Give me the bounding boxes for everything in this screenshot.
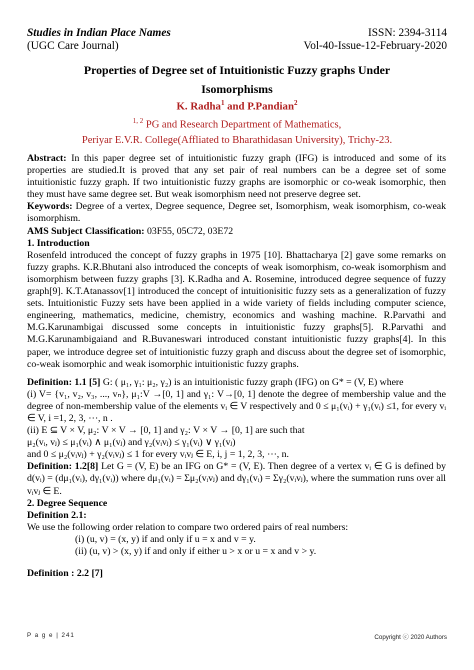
def-1-1-item-ii-a: μ₂(vᵢ, vⱼ) ≤ μ₁(vᵢ) ∧ μ₁(vⱼ) and γ₂(vᵢvⱼ) ≤ γ₁(vᵢ) ∨ γ₁(vⱼ) (27, 437, 236, 449)
affiliation-2: Periyar E.V.R. College(Affliated to Bharathidasan University), Trichy-23. (81, 135, 393, 146)
def-2-2-label: Definition : 2.2 [7] (27, 568, 103, 580)
keywords-label: Keywords: (27, 201, 73, 213)
section-2-heading: 2. Degree Sequence (27, 497, 108, 509)
abstract (27, 153, 446, 201)
def-2-1-item-ii: (ii) (u, v) > (x, y) if and only if either u > x or u = x and v > y. (75, 546, 317, 557)
affiliation-1 (27, 117, 447, 131)
keywords (27, 201, 446, 225)
page-number: P a g e | 241 (27, 632, 75, 639)
definition-1-2 (27, 461, 446, 497)
title-line-1: Properties of Degree set of Intuitionistic Fuzzy graphs Under (83, 63, 391, 77)
intro-heading: 1. Introduction (27, 237, 90, 249)
definition-1-1 (27, 377, 446, 389)
def-1-1-item-ii-b: and 0 ≤ μ₂(vᵢvⱼ) + γ₂(vᵢvⱼ) ≤ 1 for every vᵢvⱼ ∈ E, i, j = 1, 2, 3, ⋯, n. (27, 449, 289, 461)
affiliation-dept: PG and Research Department of Mathematics, (143, 119, 342, 131)
def-1-2-text: Let G = (V, E) be an IFG on G* = (V, E). Then degree of a vertex vᵢ ∈ G is defined by d(vᵢ) = (dμ₁(vᵢ), dγ₁(vᵢ)) where dμ₁(vᵢ) = Σμ₂(vᵢvⱼ) and dγ₁(vᵢ) = Σγ₂(vᵢvⱼ), where the summation runs over all vᵢvⱼ ∈ E. (27, 461, 447, 497)
author-1: K. Radha (176, 100, 221, 113)
def-1-1-item-i: (i) V= {v₁, v₂, v₃, ..., vₙ}, μ₁:V →[0, 1] and γ₁: V→[0, 1] denote the degree of membership value and the degree of non-membership value of the elements vᵢ ∈ V respectively and 0 ≤ μ₁(vᵢ) + γ₁(vᵢ) ≤1, for every vᵢ ∈ V, i =1, 2, 3, ⋯, n . (27, 388, 446, 424)
issn: ISSN: 2394-3114 (368, 27, 447, 39)
def-2-1-label: Definition 2.1: (27, 509, 87, 521)
keywords-text: Degree of a vertex, Degree sequence, Degree set, Isomorphism, weak isomorphism, co-weak isomorphism. (27, 201, 446, 225)
ams-text: 03F55, 05C72, 03E72 (144, 225, 234, 237)
intro-text: Rosenfeld introduced the concept of fuzzy graphs in 1975 [10]. Bhattacharya [2] gave some remarks on fuzzy graphs. K.R.Bhutani also introduced the concepts of weak isomorphism, co-weak isomorphism and isomorphism between fuzzy graphs [3]. K.Radha and A. Rosemine, introduced degree sequence of fuzzy graph[9]. K.T.Atanassov[1] introduced the concept of intuitionisitic fuzzy sets as a generalization of fuzzy sets. Intuitionistic Fuzzy sets have been applied in a wide variety of fields including computer science, engineering, mathematics, medicine, chemistry, economics and washing machine. R.Parvathi and M.G.Karunambigai discussed some concepts in intuitionistic fuzzy graphs[5]. R.Parvathi and M.G.Karunambigaiand and R.Buvaneswari introduced constant intuitionistic fuzzy graphs[4]. In this paper, we introduce degree set of intuitionistic fuzzy graph and discuss about the degree set of isomorphic, co-weak isomorphic and weak isomorphic intuitionistic fuzzy graphs. (27, 249, 446, 370)
abstract-text: In this paper degree set of intuitionistic fuzzy graph (IFG) is introduced and some of its properties are studied.It is proved that any set pair of real numbers can be a degree set of some intuitionistic fuzzy graph. If two intuitionistic fuzzy graphs are isomorphic or co-weak isomorphic, then they must have same degree set. But weak isomorphism need not preserve degree set. (27, 153, 446, 201)
paper-body (27, 153, 446, 580)
authors (27, 99, 447, 113)
copyright: Copyright ⓒ 2020 Authors (374, 634, 447, 641)
paper-title (27, 61, 447, 99)
spacer (27, 558, 446, 568)
journal-name: Studies in Indian Place Names (27, 27, 171, 39)
affiliation-sup: 1, 2 (132, 117, 144, 125)
ams-classification (27, 226, 446, 238)
title-line-2: Isomorphisms (201, 82, 273, 96)
def-1-1-text: G: ( μ₁, γ₁: μ₂, γ₂) is an intuitionistic fuzzy graph (IFG) on G* = (V, E) where (100, 376, 404, 388)
def-2-1-item-i: (i) (u, v) = (x, y) if and only if u = x and v = y. (75, 533, 256, 545)
def-1-2-label: Definition: 1.2[8] (27, 461, 99, 473)
def-1-1-label: Definition: 1.1 [5] (27, 376, 101, 388)
author-2-sup: 2 (293, 99, 298, 107)
ugc-care: (UGC Care Journal) (27, 40, 119, 52)
volume-issue: Vol-40-Issue-12-February-2020 (303, 40, 447, 52)
abstract-label: Abstract: (27, 153, 67, 164)
def-2-1-text: We use the following order relation to compare two ordered pairs of real numbers: (27, 521, 349, 533)
author-2: and P.Pandian (224, 100, 294, 113)
author-1-sup: 1 (220, 99, 225, 107)
ams-label: AMS Subject Classification: (27, 225, 145, 237)
def-1-1-item-ii: (ii) E ⊆ V × V, μ₂: V × V → [0, 1] and γ₂: V × V → [0, 1] are such that (27, 425, 305, 437)
